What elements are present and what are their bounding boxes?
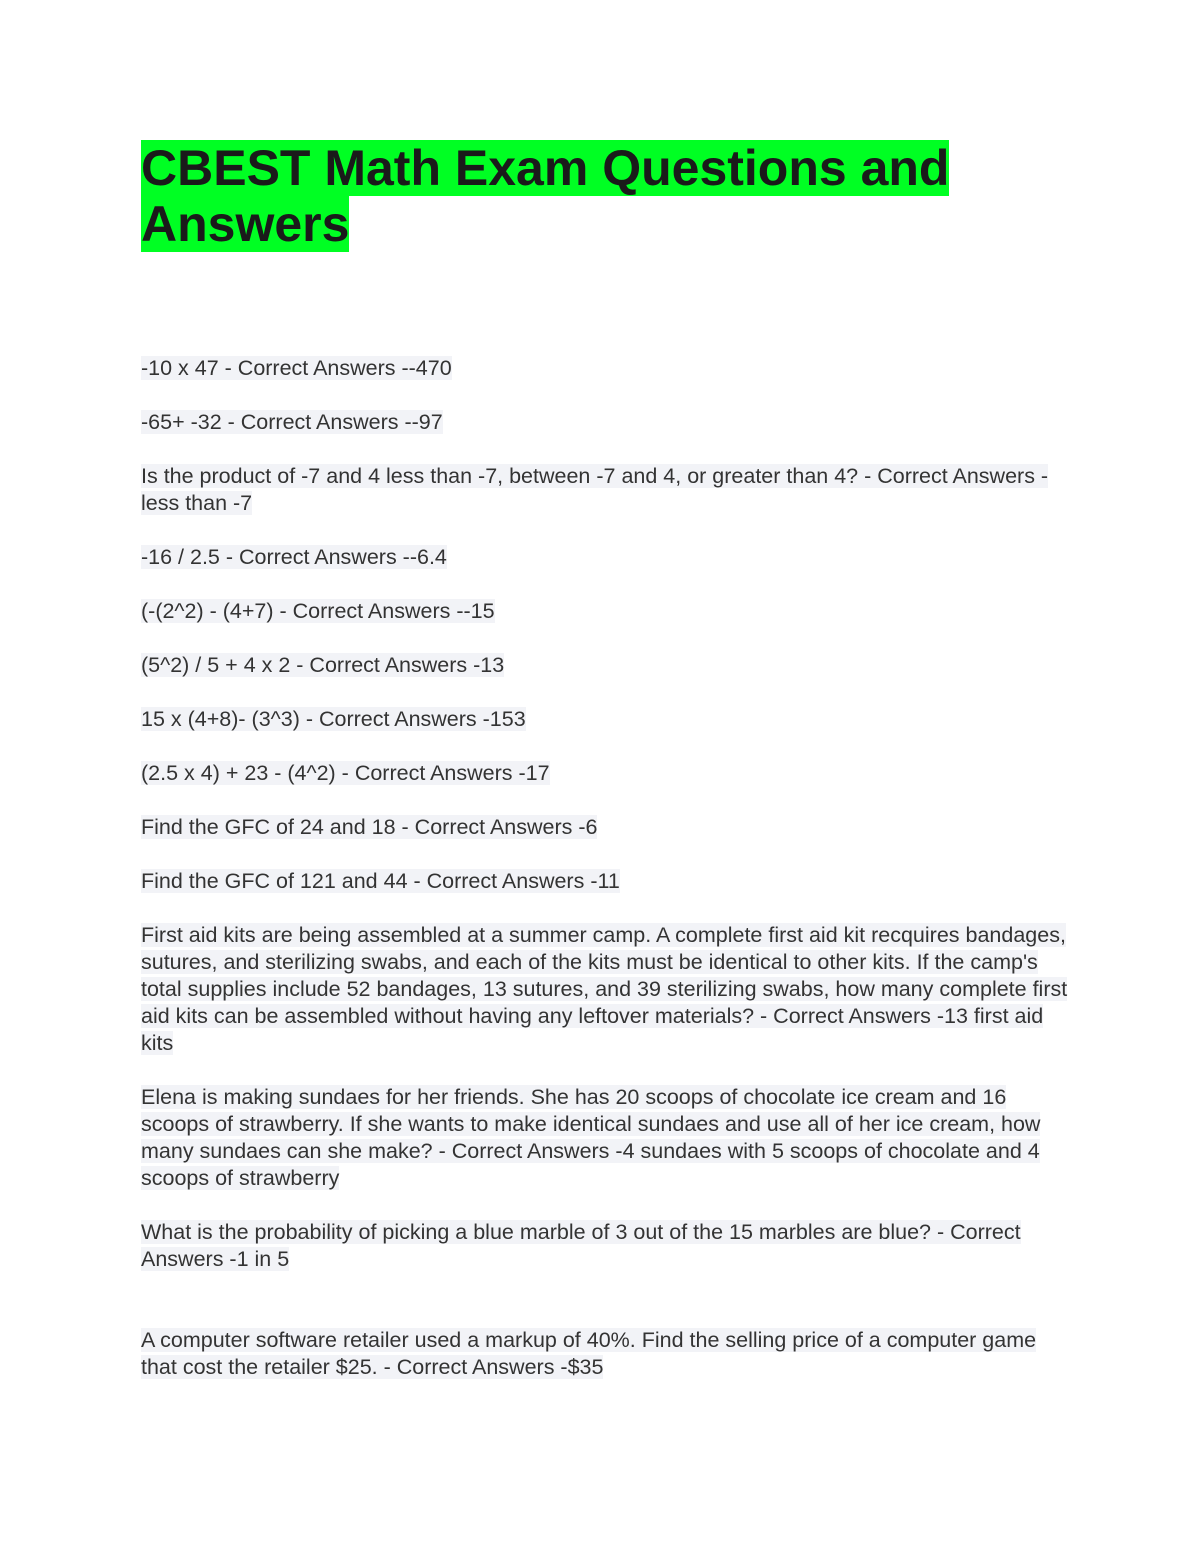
qa-item: -16 / 2.5 - Correct Answers --6.4 (141, 545, 447, 569)
qa-item: A computer software retailer used a markup of 40%. Find the selling price of a computer game that cost the retailer $25. - Correct Answers -$35 (141, 1328, 1037, 1379)
qa-item: -65+ -32 - Correct Answers --97 (141, 410, 443, 434)
document-title (141, 140, 1071, 252)
document-page (141, 140, 1071, 1408)
qa-item: 15 x (4+8)- (3^3) - Correct Answers -153 (141, 707, 526, 731)
qa-item: (2.5 x 4) + 23 - (4^2) - Correct Answers -17 (141, 761, 550, 785)
qa-list (141, 355, 1071, 1381)
qa-item: What is the probability of picking a blue marble of 3 out of the 15 marbles are blue? - Correct Answers -1 in 5 (141, 1220, 1021, 1271)
qa-item: -10 x 47 - Correct Answers --470 (141, 356, 452, 380)
qa-item: Elena is making sundaes for her friends. She has 20 scoops of chocolate ice cream and 16 scoops of strawberry. If she wants to make identical sundaes and use all of her ice cream, how many sundaes can she make? - Correct Answers -4 sundaes with 5 scoops of chocolate and 4 scoops of strawberry (141, 1085, 1041, 1190)
qa-item: Is the product of -7 and 4 less than -7, between -7 and 4, or greater than 4? - Correct Answers -less than -7 (141, 464, 1049, 515)
title-highlight: CBEST Math Exam Questions and Answers (141, 140, 950, 252)
qa-item: (-(2^2) - (4+7) - Correct Answers --15 (141, 599, 495, 623)
qa-item: Find the GFC of 121 and 44 - Correct Answers -11 (141, 869, 620, 893)
qa-item: First aid kits are being assembled at a summer camp. A complete first aid kit recquires bandages, sutures, and sterilizing swabs, and each of the kits must be identical to other kits. If the camp's total supplies include 52 bandages, 13 sutures, and 39 sterilizing swabs, how many complete first aid kits can be assembled without having any leftover materials? - Correct Answers -13 first aid kits (141, 923, 1068, 1055)
qa-item: Find the GFC of 24 and 18 - Correct Answers -6 (141, 815, 598, 839)
qa-item: (5^2) / 5 + 4 x 2 - Correct Answers -13 (141, 653, 505, 677)
